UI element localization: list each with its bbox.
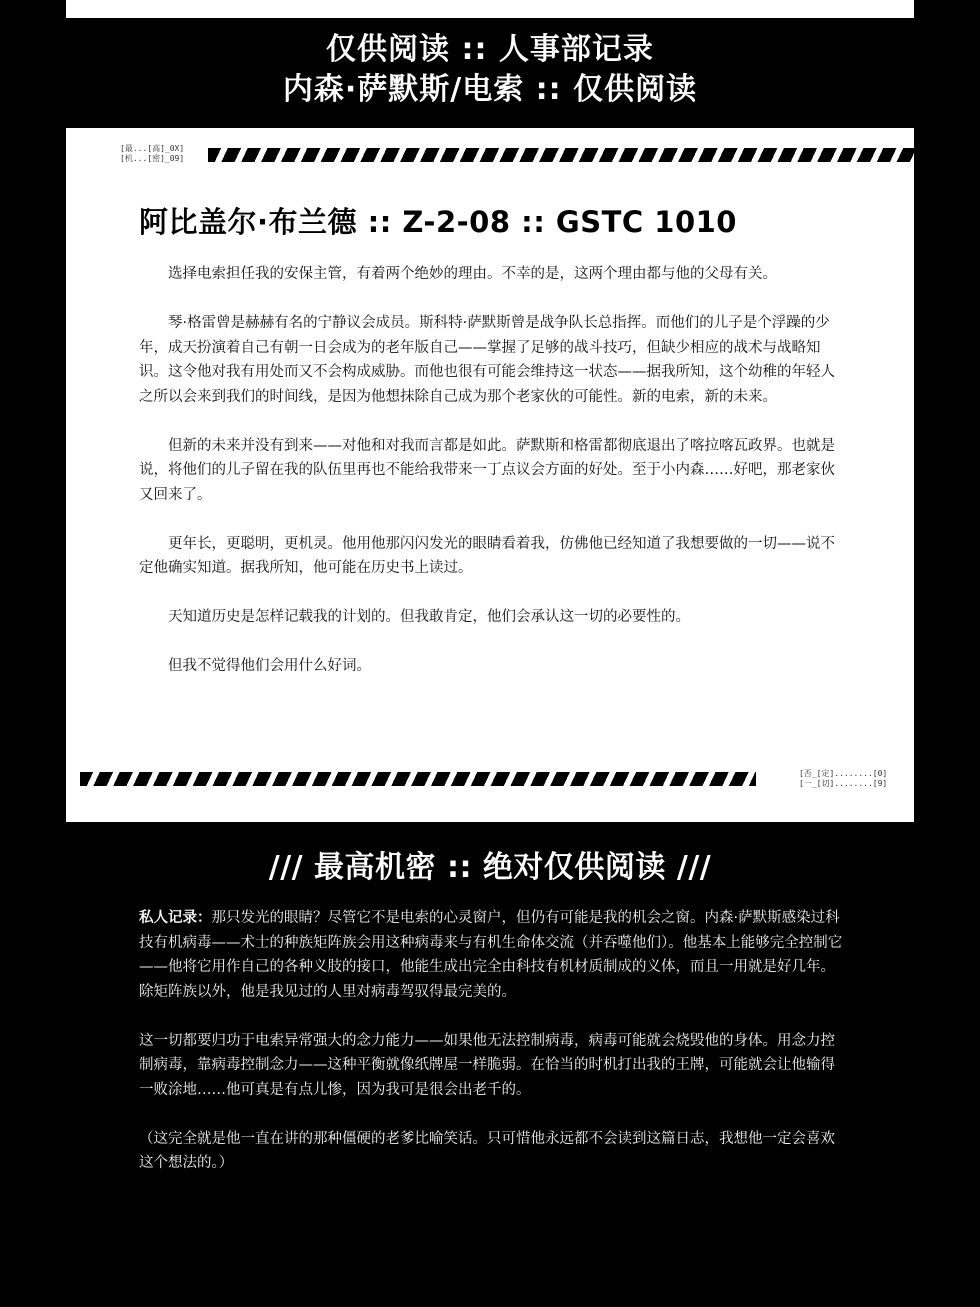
code-line: [否_[定]........[0] xyxy=(799,769,888,778)
private-log-paragraph: 这一切都要归功于电索异常强大的念力能力——如果他无法控制病毒，病毒可能就会烧毁他的身体。用念力控制病毒，靠病毒控制念力——这种平衡就像纸牌屋一样脆弱。在恰当的时机打出我的王牌，可能就会让他输得一败涂地……他可真是有点儿惨，因为我可是很会出老千的。 xyxy=(139,1032,835,1098)
header-line-1: 仅供阅读 :: 人事部记录 xyxy=(326,32,654,67)
private-log-text: 那只发光的眼睛？尽管它不是电索的心灵窗户，但仍有可能是我的机会之窗。内森·萨默斯感染过科技有机病毒——术士的种族矩阵族会用这种病毒来与有机生命体交流（并吞噬他们）。他基本上能够完全控制它——他将它用作自己的各种义肢的接口，他能生成出完全由科技有机材质制成的义体，而且一用就是好几年。除矩阵族以外，他是我见过的人里对病毒驾驭得最完美的。 xyxy=(139,910,843,1000)
code-line: [机...[密]_09] xyxy=(120,154,185,163)
top-secret-heading: /// 最高机密 :: 绝对仅供阅读 /// xyxy=(268,850,712,885)
code-line: [最...[高]_0X] xyxy=(120,144,185,153)
hazard-stripe-bottom xyxy=(80,772,756,786)
hazard-stripe-top xyxy=(208,148,914,162)
record-paragraph: 更年长，更聪明，更机灵。他用他那闪闪发光的眼睛看着我，仿佛他已经知道了我想要做的一切——说不定他确实知道。据我所知，他可能在历史书上读过。 xyxy=(139,535,835,576)
record-paragraph: 选择电索担任我的安保主管，有着两个绝妙的理由。不幸的是，这两个理由都与他的父母有关。 xyxy=(168,266,777,282)
code-label-top xyxy=(120,144,184,164)
record-paragraph: 但新的未来并没有到来——对他和对我而言都是如此。萨默斯和格雷都彻底退出了喀拉喀瓦政界。也就是说，将他们的儿子留在我的队伍里再也不能给我带来一丁点议会方面的好处。至于小内森……好吧，那老家伙又回来了。 xyxy=(139,437,835,503)
page-header xyxy=(0,30,980,110)
record-paragraph: 天知道历史是怎样记载我的计划的。但我敢肯定，他们会承认这一切的必要性的。 xyxy=(168,609,690,625)
record-body xyxy=(139,262,843,703)
top-white-strip xyxy=(66,0,914,18)
code-line: [一_[切]........[9] xyxy=(799,779,888,788)
private-log-paragraph xyxy=(139,906,843,1004)
private-log-label: 私人记录： xyxy=(139,910,212,926)
header-line-2: 内森·萨默斯/电索 :: 仅供阅读 xyxy=(282,72,698,107)
private-log xyxy=(139,906,843,1200)
private-log-paragraph: （这完全就是他一直在讲的那种僵硬的老爹比喻笑话。只可惜他永远都不会读到这篇日志，我想他一定会喜欢这个想法的。） xyxy=(139,1130,835,1171)
record-paragraph: 但我不觉得他们会用什么好词。 xyxy=(168,658,371,674)
record-paragraph: 琴·格雷曾是赫赫有名的宁静议会成员。斯科特·萨默斯曾是战争队长总指挥。而他们的儿子是个浮躁的少年，成天扮演着自己有朝一日会成为的老年版自己——掌握了足够的战斗技巧，但缺少相应的战术与战略知识。这令他对我有用处而又不会构成威胁。而他也很有可能会维持这一状态——据我所知，这个幼稚的年轻人之所以会来到我们的时间线，是因为他想抹除自己成为那个老家伙的可能性。新的电索，新的未来。 xyxy=(139,315,835,405)
record-title: 阿比盖尔·布兰德 :: Z-2-08 :: GSTC 1010 xyxy=(139,205,737,239)
personnel-record-card xyxy=(66,128,914,822)
code-label-bottom xyxy=(799,769,887,789)
